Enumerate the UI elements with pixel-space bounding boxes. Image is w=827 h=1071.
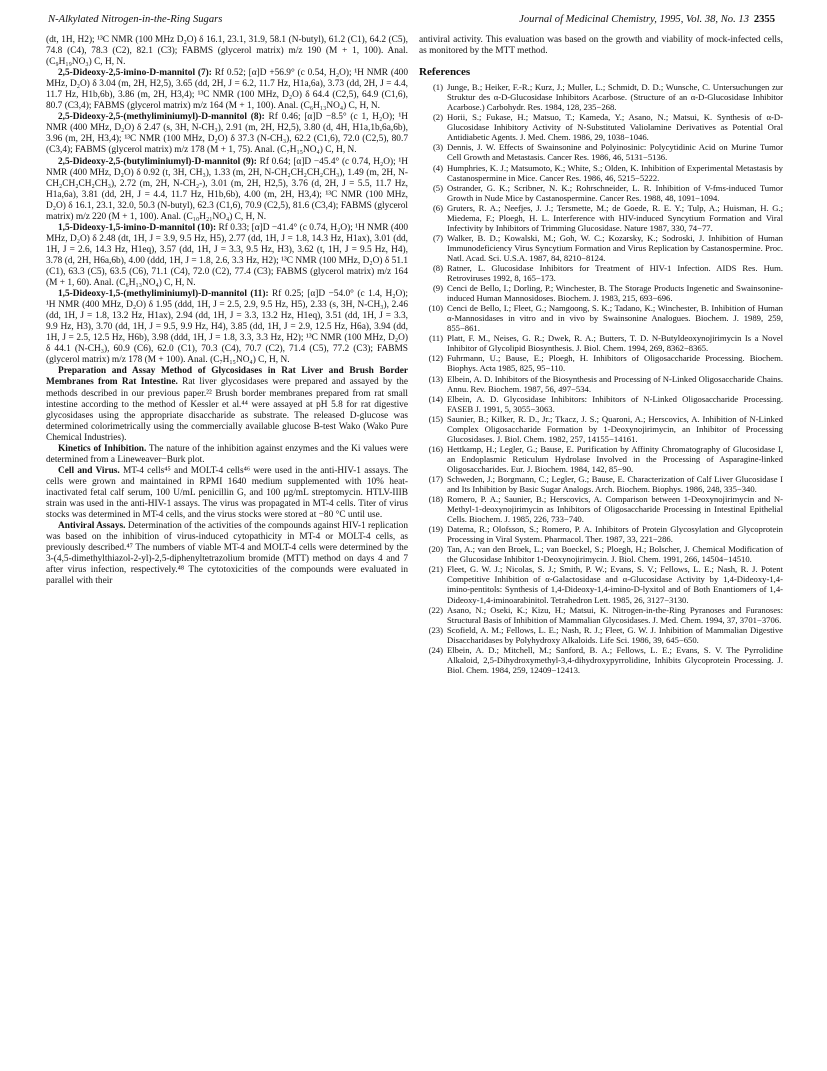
reference-item: [419, 524, 783, 544]
glycosidase-assay-paragraph: [46, 366, 408, 443]
reference-item: [419, 263, 783, 283]
compound-7-paragraph: [46, 68, 408, 112]
compound-title: 1,5-Dideoxy-1,5-(methyliminiumyl)-D-mannitol (11):: [58, 289, 269, 300]
compound-9-paragraph: [46, 157, 408, 223]
right-column: [419, 35, 783, 675]
reference-text: Fuhrmann, U.; Bause, E.; Ploegh, H. Inhibitors of Oligosaccharide Processing. Biochem. Biophys. Acta 1985, 825, 95−110.: [447, 353, 783, 374]
references-heading: References: [419, 66, 471, 79]
reference-item: [419, 645, 783, 675]
reference-number: (2): [432, 112, 443, 123]
compound-10-paragraph: [46, 223, 408, 289]
reference-text: Ostrander, G. K.; Scribner, N. K.; Rohrschneider, L. R. Inhibition of V-fms-induced Tumor Growth in Nude Mice by Castanospermine. Cancer Res. 1988, 48, 1091−1094.: [447, 182, 783, 203]
reference-item: [419, 394, 783, 414]
reference-text: Elbein, A. D. Inhibitors of the Biosynthesis and Processing of N-Linked Oligosaccharide Chains. Annu. Rev. Biochem. 1987, 56, 497−534.: [447, 373, 783, 394]
reference-number: (11): [428, 333, 443, 344]
reference-text: Platt, F. M., Neises, G. R.; Dwek, R. A.; Butters, T. D. N-Butyldeoxynojirimycin Is a Novel Inhibitor of Glycolipid Biosynthesis. J. Biol. Chem. 1994, 269, 8362−8365.: [447, 333, 783, 354]
journal-citation: Journal of Medicinal Chemistry, 1995, Vol. 38, No. 13: [519, 14, 749, 25]
reference-text: Scofield, A. M.; Fellows, L. E.; Nash, R. J.; Fleet, G. W. J. Inhibition of Mammalian Digestive Disaccharidases by Polyhydroxy Alkaloids. Life Sci. 1986, 39, 645−650.: [447, 624, 783, 645]
reference-text: Schweden, J.; Borgmann, C.; Legler, G.; Bause, E. Characterization of Calf Liver Glucosidase I and Its Inhibition by Basic Sugar Analogs. Arch. Biochem. Biophys. 1986, 248, 335−340.: [447, 473, 783, 495]
reference-number: (22): [428, 604, 443, 615]
reference-item: [419, 605, 783, 625]
compound-title: 2,5-Dideoxy-2,5-(methyliminiumyl)-D-mannitol (8):: [58, 112, 265, 123]
left-column: [46, 35, 408, 587]
reference-number: (20): [428, 544, 443, 555]
section-text: MT-4 cells⁴⁵ and MOLT-4 cells⁴⁶ were used in the anti-HIV-1 assays. The cells were grown and maintained in RPMI 1640 medium supplemented with 10% heat-inactivated fetal calf serum, 100 U/mL penicillin G, and 100 μg/mL streptomycin. HTLV-IIIB strain was used in the anti-HIV-1 assays. The virus was propagated in MT-4 cells. Titer of virus stocks was determined in MT-4 cells, and the virus stocks were stored at −80 °C until use.: [46, 465, 408, 521]
section-heading: Preparation and Assay Method of Glycosidases in Rat Liver and Brush Border Membranes from Rat Intestine.: [46, 366, 408, 388]
compound-data: Rf 0.64; [α]D −45.4° (c 0.74, H₂O); ¹H NMR (400 MHz, D₂O) δ 0.92 (t, 3H, CH₃), 1.33 (m, 2H, N-CH₂CH₂CH₂CH₃), 1.49 (m, 2H, N-CH₂CH₂CH₂CH₃), 2.72 (m, 2H, N-CH₂-), 3.01 (m, 2H, H2,5), 3.76 (d, 2H, J = 5.5, 11.7 Hz, H1a,6a), 3.81 (dd, 2H, J = 4.4, 11.7 Hz, H1b,6b), 4.00 (m, 2H, H3,4); ¹³C NMR (100 MHz, D₂O) δ 16.1, 23.1, 32.0, 50.3 (N-butyl), 62.3 (C1,6), 70.9 (C2,5), 81.6 (C3,4); FABMS (glycerol matrix) m/z 220 (M + 1, 100). Anal. (C₁₀H₂₁NO₄) C, H, N.: [46, 156, 408, 222]
reference-number: (4): [432, 162, 443, 173]
reference-item: [419, 414, 783, 444]
section-text: Rat liver glycosidases were prepared and assayed by the methods described in our previous paper.²² Brush border membranes prepared from rat small intestine according to the method of Kessler et al.⁴⁴ were assayed at pH 5.8 for rat digestive glycosidases using the appropriate disaccharide as substrate. The released D-glucose was determined colorimetrically using the commercially available glucose B-test Wako (Wako Pure Chemical Industries).: [46, 377, 408, 443]
reference-text: Asano, N.; Oseki, K.; Kizu, H.; Matsui, K. Nitrogen-in-the-Ring Pyranoses and Furanoses: Structural Basis of Inhibition of Mammalian Glycosidases. J. Med. Chem. 1994, 37, 3701−3706.: [447, 604, 783, 625]
compound-title: 1,5-Dideoxy-1,5-imino-D-mannitol (10):: [58, 222, 217, 233]
reference-number: (13): [428, 373, 443, 384]
reference-number: (6): [432, 202, 443, 213]
compound-title: 2,5-Dideoxy-2,5-(butyliminiumyl)-D-mannitol (9):: [58, 156, 257, 167]
section-text: Determination of the activities of the compounds against HIV-1 replication was based on the inhibition of virus-induced cytopathicity in MT-4 or MOLT-4 cells, as previously described.⁴⁷ The numbers of viable MT-4 and MOLT-4 cells were determined by the 3-(4,5-dimethylthiazol-2-yl)-2,5-diphenyltetrazolium bromide (MTT) method on days 4 and 7 after virus infection, respectively.⁴⁸ The cytotoxicities of the compounds were evaluated in parallel with their: [46, 521, 408, 587]
reference-item: [419, 444, 783, 474]
reference-text: Tan, A.; van den Broek, L.; van Boeckel, S.; Ploegh, H.; Bolscher, J. Chemical Modification of the Glucosidase Inhibitor 1-Deoxynojirimycin. J. Biol. Chem. 1991, 266, 14504−14510.: [447, 544, 783, 565]
reference-item: [419, 303, 783, 333]
reference-text: Junge, B.; Heiker, F.-R.; Kurz, J.; Muller, L.; Schmidt, D. D.; Wunsche, C. Untersuchungen zur Struktur des α-D-Glucosidase Inhibitors Acarbose. (Structure of an α-D-Glucosidase Inhibitor Acarbose.) Carbohydr. Res. 1984, 128, 235−268.: [447, 82, 783, 113]
reference-item: [419, 625, 783, 645]
reference-text: Ratner, L. Glucosidase Inhibitors for Treatment of HIV-1 Infection. AIDS Res. Hum. Retroviruses 1992, 8, 165−173.: [447, 262, 783, 284]
reference-number: (15): [428, 413, 443, 424]
reference-text: Dennis, J. W. Effects of Swainsonine and Polyinosinic: Polycytidinic Acid on Murine Tumor Cell Growth and Metastasis. Cancer Res. 1986, 46, 5131−5136.: [447, 142, 783, 163]
reference-item: [419, 82, 783, 112]
reference-item: [419, 163, 783, 183]
reference-text: Walker, B. D.; Kowalski, M.; Goh, W. C.; Kozarsky, K.; Sodroski, J. Inhibition of Human Immunodeficiency Virus Syncytium Formation and Virus Replication by Castanospermine. Proc. Natl. Acad. Sci. U.S.A. 1987, 84, 8210−8124.: [447, 232, 783, 263]
reference-item: [419, 183, 783, 203]
antiviral-assays-paragraph: [46, 521, 408, 587]
section-heading: Cell and Virus.: [58, 465, 120, 476]
reference-item: [419, 283, 783, 303]
reference-item: [419, 494, 783, 524]
reference-item: [419, 203, 783, 233]
reference-number: (1): [432, 82, 443, 93]
running-header: [48, 14, 775, 30]
reference-number: (10): [428, 303, 443, 314]
reference-number: (9): [432, 283, 443, 294]
page-number: 2355: [753, 14, 775, 25]
kinetics-paragraph: [46, 444, 408, 466]
section-text: The nature of the inhibition against enzymes and the Ki values were determined from a Lineweaver−Burk plot.: [46, 443, 409, 465]
reference-number: (23): [428, 624, 443, 635]
cell-virus-paragraph: [46, 466, 408, 521]
reference-text: Elbein, A. D.; Mitchell, M.; Sanford, B. A.; Fellows, L. E.; Evans, S. V. The Pyrrolidine Alkaloid, 2,5-Dihydroxymethyl-3,4-dihydroxypyrrolidine, Inhibits Glycoprotein Processing. J. Biol. Chem. 1984, 259, 12409−12413.: [447, 644, 783, 675]
reference-text: Saunier, B.; Kilker, R. D., Jr.; Tkacz, J. S.; Quaroni, A.; Herscovics, A. Inhibition of N-Linked Complex Oligosaccharide Formation by 1-Deoxynojirimycin, an Inhibitor of Processing Glucosidases. J. Biol. Chem. 1982, 257, 14155−14161.: [447, 413, 783, 444]
compound-data: Rf 0.33; [α]D −41.4° (c 0.74, H₂O); ¹H NMR (400 MHz, D₂O) δ 2.48 (dt, 1H, J = 3.9, 9.5 Hz, H5), 2.77 (dd, 1H, J = 1.8, 14.3 Hz, H1ax), 3.01 (dd, 1H, J = 2.6, 14.3 Hz, H1eq), 3.57 (dd, 1H, J = 3.3, 9.5 Hz, H3), 3.62 (t, 1H, J = 9.5 Hz, H4), 3.78 (d, 2H, H6a,6b), 4.00 (ddd, 1H, J = 1.8, 2.6, 3.3 Hz, H2); ¹³C NMR (100 MHz, D₂O) δ 51.1 (C1), 63.3 (C5), 63.5 (C6), 71.1 (C4), 72.0 (C2), 77.4 (C3); FABMS (glycerol matrix) m/z 164 (M + 1, 60). Anal. (C₆H₁₃NO₄) C, H, N.: [46, 222, 408, 289]
reference-item: [419, 233, 783, 263]
reference-text: Cenci de Bello, I.; Fleet, G.; Namgoong, S. K.; Tadano, K.; Winchester, B. Inhibition of Human α-Mannosidases in vitro and in vivo by Swainsonine Analogues. Biochem. J. 1989, 259, 855−861.: [447, 303, 783, 334]
compound-data: Rf 0.46; [α]D −8.5° (c 1, H₂O); ¹H NMR (400 MHz, D₂O) δ 2.47 (s, 3H, N-CH₃), 2.91 (m, 2H, H2,5), 3.80 (d, 4H, H1a,1b,6a,6b), 3.96 (m, 2H, H3,4); ¹³C NMR (100 MHz, D₂O) δ 37.3 (N-CH₃), 62.2 (C1,6), 72.0 (C2,5), 80.7 (C3,4); FABMS (glycerol matrix) m/z 178 (M + 1, 75). Anal. (C₇H₁₅NO₄) C, H, N.: [46, 112, 408, 156]
compound-data: Rf 0.25; [α]D −54.0° (c 1.4, H₂O); ¹H NMR (400 MHz, D₂O) δ 1.95 (ddd, 1H, J = 2.5, 2.9, 9.5 Hz, H5), 2.33 (s, 3H, N-CH₃), 2.46 (dd, 1H, J = 1.8, 13.2 Hz, H1ax), 2.94 (dd, 1H, J = 3.3, 13.2 Hz, H1eq), 3.51 (dd, 1H, J = 3.3, 9.9 Hz, H3), 3.70 (dd, 1H, J = 9.5, 9.9 Hz, H4), 3.85 (dd, 1H, J = 2.9, 12.5 Hz, H6a), 3.94 (dd, 1H, J = 2.5, 12.5 Hz, H6b), 3.98 (ddd, 1H, J = 1.8, 3.3, 3.3 Hz, H2); ¹³C NMR (100 MHz, D₂O) δ 44.1 (N-CH₃), 60.9 (C6), 62.0 (C1), 70.3 (C4), 70.7 (C2), 71.4 (C5), 77.2 (C3); FABMS (glycerol matrix) m/z 178 (M + 100). Anal. (C₇H₁₅NO₄) C, H, N.: [46, 289, 408, 366]
running-title: N-Alkylated Nitrogen-in-the-Ring Sugars: [48, 14, 223, 25]
reference-number: (21): [428, 564, 443, 575]
compound-data: Rf 0.52; [α]D +56.9° (c 0.54, H₂O); ¹H NMR (400 MHz, D₂O) δ 3.04 (m, 2H, H2,5), 3.65 (dd, 2H, J = 6.2, 11.7 Hz, H1a,6a), 3.73 (dd, 2H, J = 4.4, 11.7 Hz, H1b,6b), 3.86 (m, 2H, H3,4); ¹³C NMR (100 MHz, D₂O) δ 64.4 (C2,5), 64.9 (C1,6), 80.7 (C3,4); FABMS (glycerol matrix) m/z 164 (M + 1, 100). Anal. (C₆H₁₃NO₄) C, H, N.: [46, 68, 408, 112]
reference-text: Romero, P. A.; Saunier, B.; Herscovics, A. Comparison between 1-Deoxynojirimycin and N-Methyl-1-deoxynojirimycin as Inhibitors of Oligosaccharide Processing in Intestinal Epithelial Cells. Biochem. J. 1985, 226, 733−740.: [447, 494, 783, 525]
reference-text: Datema, R.; Olofsson, S.; Romero, P. A. Inhibitors of Protein Glycosylation and Glycoprotein Processing in Viral System. Pharmacol. Ther. 1987, 33, 221−286.: [447, 524, 783, 545]
compound-title: 2,5-Dideoxy-2,5-imino-D-mannitol (7):: [58, 68, 212, 79]
reference-number: (5): [432, 182, 443, 193]
reference-item: [419, 112, 783, 142]
compound-8-paragraph: [46, 112, 408, 156]
reference-item: [419, 374, 783, 394]
section-heading: Kinetics of Inhibition.: [58, 443, 147, 454]
reference-text: Hettkamp, H.; Legler, G.; Bause, E. Purification by Affinity Chromatography of Glucosidase I, an Endoplasmic Reticulum Hydrolase Involved in the Processing of Asparagine-linked Oligosaccharides. Eur. J. Biochem. 1984, 142, 85−90.: [447, 443, 783, 474]
reference-number: (8): [432, 262, 443, 273]
reference-number: (18): [428, 494, 443, 505]
reference-item: [419, 353, 783, 373]
paragraph: (dt, 1H, H2); ¹³C NMR (100 MHz D₂O) δ 16.1, 23.1, 31.9, 58.1 (N-butyl), 61.2 (C1), 64.2 (C5), 74.8 (C4), 78.3 (C2), 82.1 (C3); FABMS (glycerol matrix) m/z 190 (M + 1, 100). Anal. (C₉H₁₉NO₃) C, H, N.: [46, 35, 408, 68]
reference-number: (7): [432, 232, 443, 243]
reference-item: [419, 544, 783, 564]
paragraph: antiviral activity. This evaluation was based on the growth and viability of mock-infected cells, as monitored by the MTT method.: [419, 35, 783, 57]
reference-number: (16): [428, 443, 443, 454]
reference-number: (3): [432, 142, 443, 153]
reference-item: [419, 142, 783, 162]
reference-text: Cenci de Bello, I.; Dorling, P.; Winchester, B. The Storage Products Ingenetic and Swainsonine-induced Human Mannosidoses. Biochem. J. 1983, 215, 693−696.: [447, 283, 783, 304]
reference-text: Humphries, K. J.; Matsumoto, K.; White, S.; Olden, K. Inhibition of Experimental Metastasis by Castanospermine in Mice. Cancer Res. 1986, 46, 5215−5222.: [447, 162, 783, 183]
reference-number: (14): [428, 393, 443, 404]
reference-item: [419, 474, 783, 494]
reference-item: [419, 333, 783, 353]
reference-item: [419, 564, 783, 604]
reference-number: (17): [428, 473, 443, 484]
reference-number: (24): [428, 644, 443, 655]
reference-text: Horii, S.; Fukase, H.; Matsuo, T.; Kameda, Y.; Asano, N.; Matsui, K. Synthesis of α-D-Glucosidase Inhibitory Activity of N-Substituted Valiolamine Derivatives as Potential Oral Antidiabetic Agents. J. Med. Chem. 1986, 29, 1038−1046.: [447, 112, 783, 143]
section-heading: Antiviral Assays.: [58, 521, 126, 532]
references-list: [419, 82, 783, 675]
reference-text: Gruters, R. A.; Neefjes, J. J.; Tersmette, M.; de Goede, R. E. Y.; Tulp, A.; Huisman, H. G.; Miedema, F.; Ploegh, H. L. Interference with HIV-induced Syncytium Formation and Viral Infectivity by Inhibitors of Trimming Glucosidase. Nature 1987, 330, 74−77.: [447, 202, 783, 233]
reference-text: Fleet, G. W. J.; Nicolas, S. J.; Smith, P. W.; Evans, S. V.; Fellows, L. E.; Nash, R. J. Potent Competitive Inhibition of α-Galactosidase and α-Glucosidase Activity by 1,4-Dideoxy-1,4-imino-pentitols: Synthesis of 1,4-Dideoxy-1,4-imino-D-lyxitol and of Both Enantiomers of 1,4-Dideoxy-1,4-iminoarabinitol. Tetrahedron Lett. 1985, 26, 3127−3130.: [447, 564, 783, 605]
reference-number: (19): [428, 524, 443, 535]
reference-text: Elbein, A. D. Glycosidase Inhibitors: Inhibitors of N-Linked Oligosaccharide Processing. FASEB J. 1991, 5, 3055−3063.: [447, 393, 783, 414]
reference-number: (12): [428, 353, 443, 364]
compound-11-paragraph: [46, 289, 408, 366]
